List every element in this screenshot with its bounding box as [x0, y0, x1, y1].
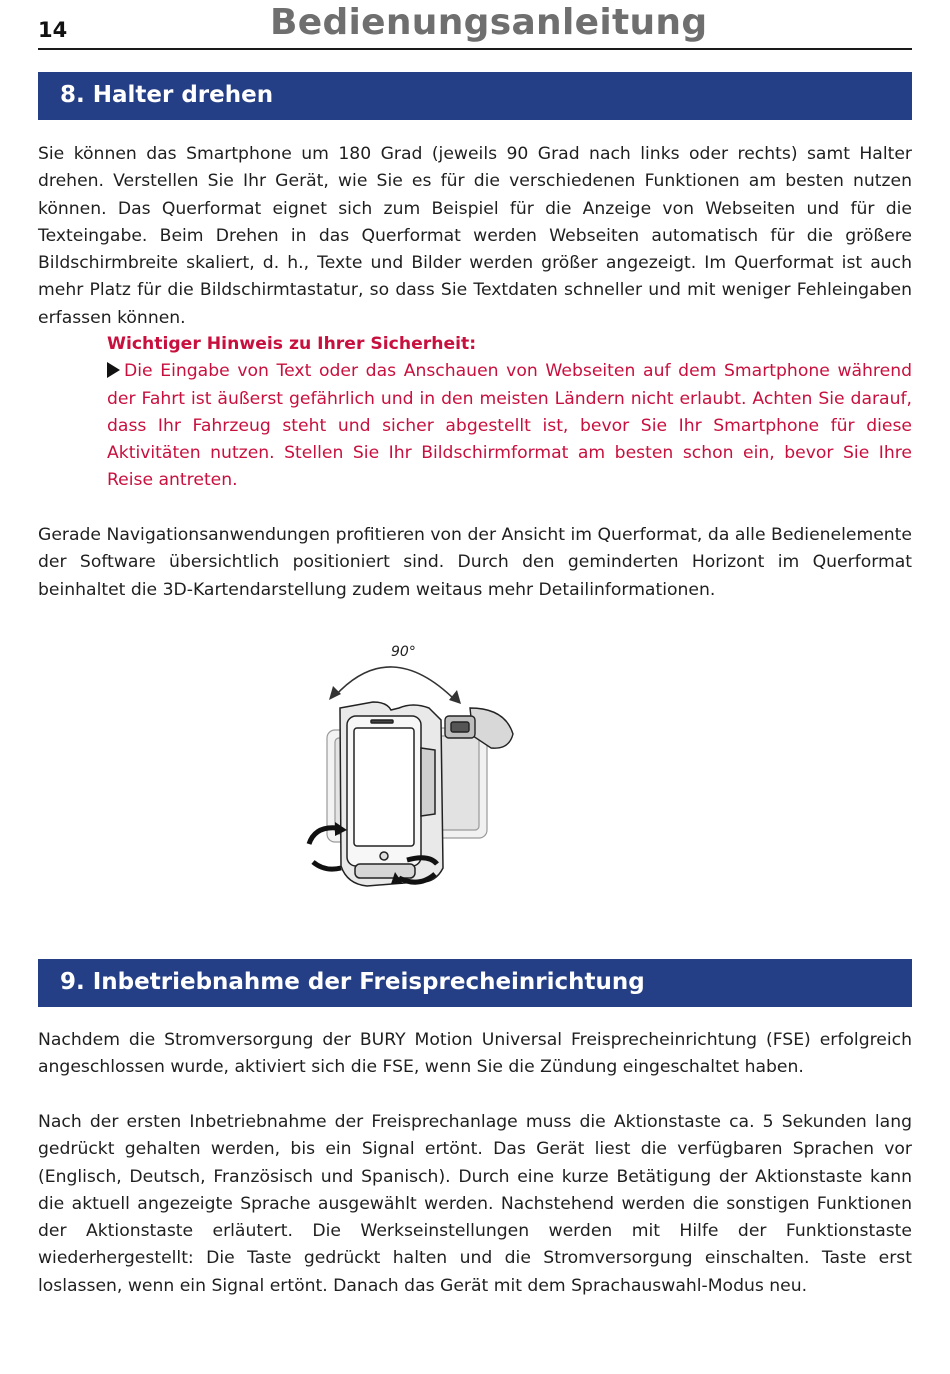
holder-rotation-illustration: [295, 638, 535, 893]
section-8-heading-bar: [38, 72, 912, 120]
arc-arrow-left-icon: [329, 686, 341, 700]
safety-notice: [107, 331, 912, 495]
section-8-navigation-text: Gerade Navigationsanwendungen profitieren von der Ansicht im Querformat, da alle Bedienelemente der Software übersichtlich positioniert sind. Durch den geminderten Horizont im Querformat beinhaltet die 3D-Kartendarstellung zudem weitaus mehr Detailinformationen.: [38, 525, 912, 600]
phone-holder-drawing: [295, 638, 535, 893]
section-9-heading-bar: [38, 959, 912, 1007]
section-9-heading: 9. Inbetriebnahme der Freisprecheinrichtung: [60, 969, 645, 995]
rotation-angle-label: 90°: [391, 644, 416, 660]
section-8-heading: 8. Halter drehen: [60, 82, 274, 108]
safety-notice-title: Wichtiger Hinweis zu Ihrer Sicherheit:: [107, 334, 477, 354]
page-header: [38, 0, 912, 50]
section-9-paragraph-2: Nach der ersten Inbetriebnahme der Freisprechanlage muss die Aktionstaste ca. 5 Sekunden lang gedrückt gehalten werden, bis ein Signal ertönt. Das Gerät liest die verfügbaren Sprachen vor (Englisch, Deutsch, Französisch und Spanisch). Durch eine kurze Betätigung der Aktionstaste kann die aktuell angezeigte Sprache ausgewählt werden. Nachstehend werden die sonstigen Funktionen der Aktionstaste erläutert. Die Werkseinstellungen werden mit Hilfe der Funktionstaste wiederhergestellt: Die Taste gedrückt halten und die Stromversorgung einschalten. Taste erst loslassen, wenn ein Signal ertönt. Danach das Gerät mit dem Sprachauswahl-Modus neu.: [38, 1112, 912, 1296]
rotation-arc: [335, 667, 455, 700]
section-9-paragraph-1: Nachdem die Stromversorgung der BURY Motion Universal Freisprecheinrichtung (FSE) erfolgreich angeschlossen wurde, aktiviert sich die FSE, wenn Sie die Zündung eingeschaltet haben.: [38, 1030, 912, 1078]
page-number: 14: [38, 18, 68, 42]
safety-notice-text: Die Eingabe von Text oder das Anschauen von Webseiten auf dem Smartphone während der Fahrt ist äußerst gefährlich und in den meisten Ländern nicht erlaubt. Achten Sie darauf, dass Ihr Fahrzeug steht und sicher abgestellt ist, bevor Sie Ihr Smartphone für diese Aktivitäten nutzen. Stellen Sie Ihr Bildschirmformat am besten schon ein, bevor Sie Ihre Reise antreten.: [107, 361, 912, 491]
document-title: Bedienungsanleitung: [270, 2, 708, 43]
section-8-intro: Sie können das Smartphone um 180 Grad (jeweils 90 Grad nach links oder rechts) samt Halter drehen. Verstellen Sie Ihr Gerät, wie Sie es für die verschiedenen Funktionen am besten nutzen können. Das Querformat eignet sich zum Beispiel für die Anzeige von Webseiten und für die Texteingabe. Beim Drehen in das Querformat werden Webseiten automatisch für die größere Bildschirmbreite skaliert, d. h., Texte und Bilder werden größer angezeigt. Im Querformat ist auch mehr Platz für die Bildschirmtastatur, so dass Sie Textdaten schneller und mit weniger Fehleingaben erfassen können.: [38, 144, 912, 328]
arrow-right-icon: [107, 362, 120, 378]
